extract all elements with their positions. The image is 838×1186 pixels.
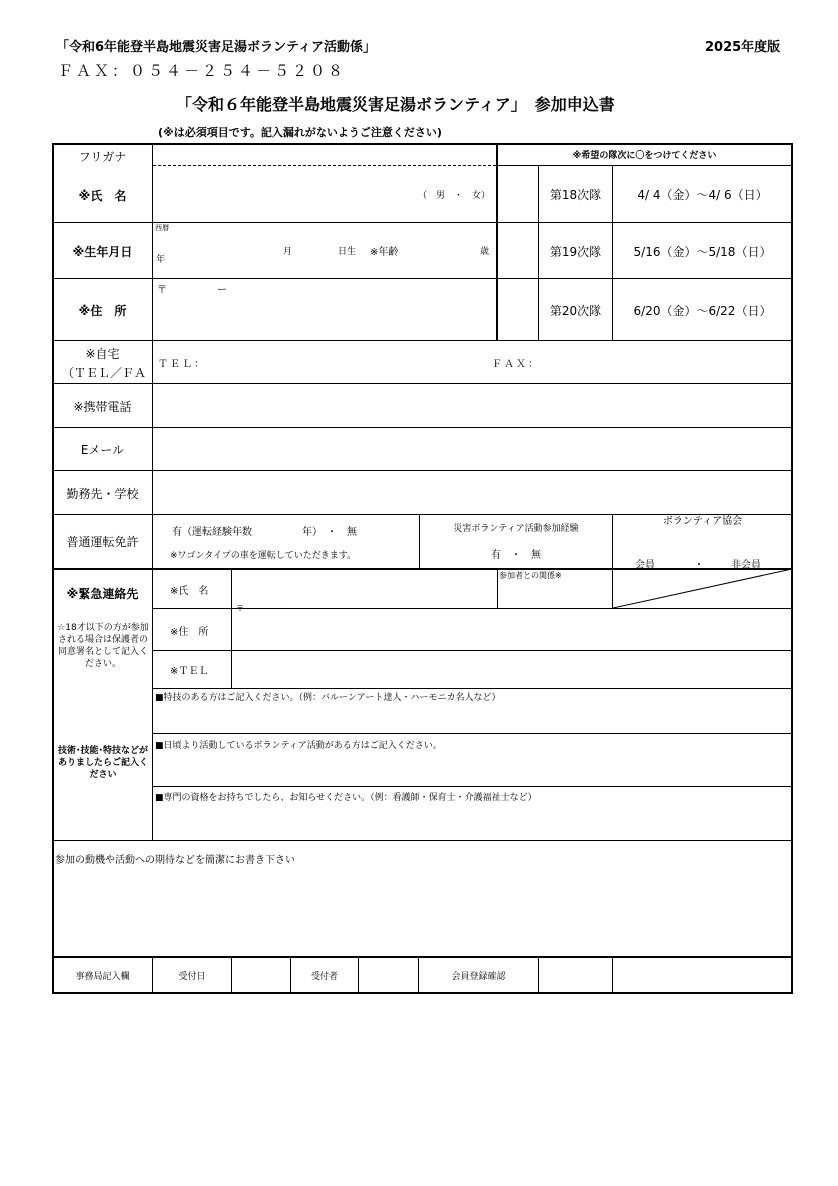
birth-day-unit: 日生 (338, 247, 357, 257)
non-member-option[interactable]: 非会員 (731, 560, 761, 571)
team-19-check[interactable] (498, 223, 537, 277)
team-preference-header: ※希望の隊次に〇をつけてください (572, 151, 717, 161)
received-date-label: 受付日 (178, 972, 206, 982)
emergency-tel-input[interactable] (234, 653, 789, 686)
furigana-input[interactable] (154, 145, 494, 164)
emergency-tel-label: ※ＴＥＬ (170, 666, 209, 677)
license-note: ※ワゴンタイプの車を運転していただきます。 (170, 551, 357, 561)
relation-slash-line (613, 569, 792, 608)
skills-question-qualification: ■専門の資格をお持ちでしたら、お知らせください。（例：看護師・保育士・介護福祉士など） (155, 793, 537, 803)
team-20-check[interactable] (498, 279, 537, 339)
postal-mark: 〒 ー (157, 285, 227, 296)
team-20-dates: 6/20（金）～6/22（日） (633, 304, 772, 318)
home-tel-label: ＴＥＬ： (158, 359, 206, 370)
birth-month-unit: 月 (283, 247, 293, 257)
motivation-label: 参加の動機や活動への期待などを簡潔にお書き下さい (55, 855, 295, 866)
gender-select[interactable]: （ 男 ・ 女） (418, 191, 491, 201)
office-use-label: 事務局記入欄 (75, 972, 130, 982)
association-label: ボランティア協会 (662, 516, 743, 527)
required-note: (※は必須項目です。記入漏れがないようご注意ください) (158, 126, 442, 139)
team-19-dates: 5/16（金）～5/18（日） (633, 245, 772, 259)
member-option[interactable]: 会員 (635, 560, 655, 571)
team-18-dates: 4/ 4（金）～4/ 6（日） (637, 188, 768, 202)
emergency-contact-label: ※緊急連絡先 (66, 587, 139, 601)
home-tel-input[interactable] (210, 344, 480, 380)
disaster-experience-label: 災害ボランティア活動参加経験 (453, 524, 579, 534)
address-label: ※住 所 (78, 304, 127, 318)
skills-label: 技術･技能･特技などがありましたらご記入ください (57, 746, 148, 780)
emergency-name-label: ※氏 名 (170, 586, 209, 597)
home-phone-label-1: ※自宅 (85, 347, 120, 361)
age-unit: 歳 (480, 247, 490, 257)
mobile-label: ※携帯電話 (73, 400, 132, 414)
home-phone-label-2: （ＴＥＬ／ＦＡ (62, 366, 147, 380)
member-separator: ・ (694, 560, 704, 571)
birth-year-unit: 年 (156, 255, 166, 265)
team-18-check[interactable] (498, 167, 537, 221)
name-label: ※氏 名 (78, 189, 127, 203)
license-options[interactable]: 有（運転経験年数 年） ・ 無 (172, 527, 357, 538)
organization-title: 「令和6年能登半島地震災害足湯ボランティア活動係」 (56, 40, 377, 55)
team-18-label: 第18次隊 (549, 188, 602, 202)
furigana-label: フリガナ (78, 150, 127, 164)
mobile-input[interactable] (155, 386, 790, 425)
disaster-experience-options[interactable]: 有 ・ 無 (491, 550, 541, 561)
name-input[interactable] (154, 168, 404, 220)
email-input[interactable] (155, 430, 790, 468)
skills-question-talent: ■特技のある方はご記入ください。（例：バルーンアート達人・ハーモニカ名人など） (155, 693, 501, 703)
emergency-address-input[interactable] (234, 616, 789, 648)
fax-number: ＦＡＸ：０５４－２５４－５２０８ (58, 62, 347, 80)
home-fax-label: ＦＡＸ： (492, 359, 540, 370)
emergency-postal-mark: 〒 ー (236, 604, 292, 613)
birth-era-label: 西暦 (155, 224, 169, 232)
volunteer-activity-input[interactable] (155, 752, 790, 784)
edition-label: 2025年度版 (705, 40, 781, 55)
age-label: ※年齢 (370, 247, 399, 258)
workplace-label: 勤務先・学校 (66, 487, 139, 501)
motivation-input[interactable] (56, 868, 790, 954)
skills-question-volunteer: ■日頃より活動しているボランティア活動がある方はご記入ください。 (155, 741, 442, 751)
birthdate-input[interactable] (170, 238, 280, 258)
address-input[interactable] (154, 296, 494, 338)
emergency-name-input[interactable] (234, 571, 494, 606)
birthdate-label: ※生年月日 (72, 245, 133, 259)
age-input[interactable] (420, 238, 475, 258)
relation-label: 参加者との関係※ (499, 571, 562, 580)
home-fax-input[interactable] (540, 344, 788, 380)
license-label: 普通運転免許 (66, 535, 139, 549)
relation-input[interactable] (499, 582, 609, 606)
form-title: 「令和６年能登半島地震災害足湯ボランティア」 参加申込書 (176, 95, 615, 114)
talent-input[interactable] (155, 705, 790, 731)
received-by-label: 受付者 (310, 972, 338, 982)
emergency-address-label: ※住 所 (170, 627, 209, 638)
workplace-input[interactable] (155, 473, 790, 512)
member-registration-check-label: 会員登録確認 (451, 972, 506, 982)
team-20-label: 第20次隊 (549, 304, 602, 318)
qualification-input[interactable] (155, 805, 790, 838)
team-19-label: 第19次隊 (549, 245, 602, 259)
guardian-note: ☆18才以下の方が参加される場合は保護者の同意署名として記入ください。 (57, 623, 149, 669)
email-label: Eメール (80, 443, 125, 457)
